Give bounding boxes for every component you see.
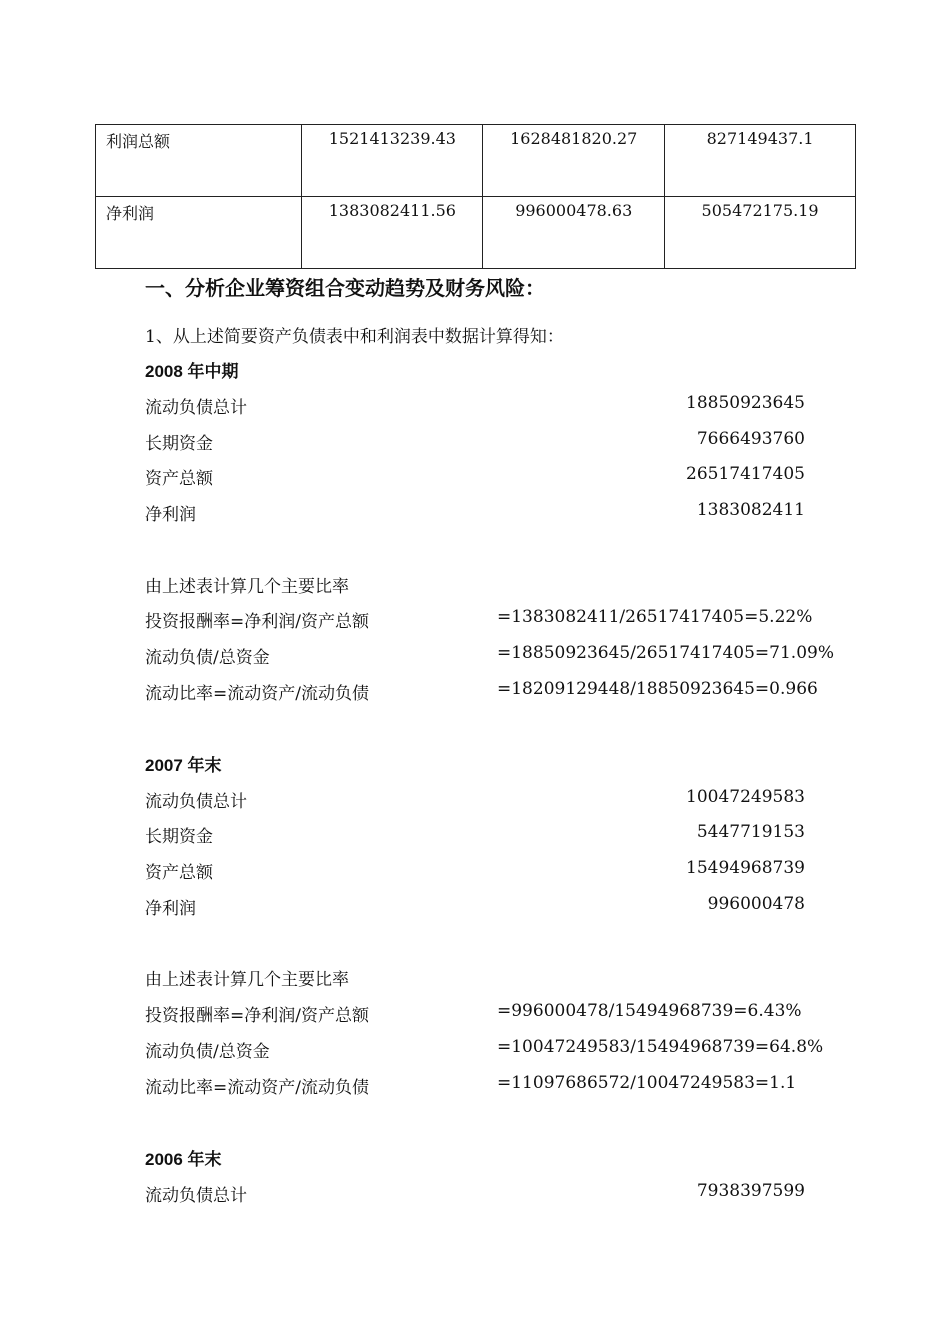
income-table	[95, 124, 856, 269]
item-value: 15494968739	[686, 858, 805, 878]
ratio-formula: =11097686572/10047249583=1.1	[497, 1073, 797, 1093]
cell-value: 996000478.63	[483, 197, 665, 269]
ratio-row	[145, 1037, 845, 1061]
cell-value: 827149437.1	[665, 125, 856, 197]
list-item	[145, 1181, 805, 1205]
item-label: 流动负债总计	[145, 1186, 247, 1206]
row-label: 利润总额	[96, 125, 302, 197]
cell-value: 505472175.19	[665, 197, 856, 269]
item-label: 流动负债总计	[145, 398, 247, 418]
list-item	[145, 858, 805, 882]
ratio-formula: =1383082411/26517417405=5.22%	[497, 607, 813, 627]
period-title: 2007 年末	[145, 756, 222, 775]
list-item	[145, 822, 805, 846]
item-value: 7666493760	[696, 429, 805, 449]
ratio-label: 投资报酬率=净利润/资产总额	[145, 612, 369, 632]
row-label: 净利润	[96, 197, 302, 269]
cell-value: 1383082411.56	[302, 197, 483, 269]
item-label: 净利润	[145, 899, 196, 919]
list-item	[145, 500, 805, 524]
section-heading: 一、分析企业筹资组合变动趋势及财务风险：	[145, 276, 545, 300]
ratio-formula: =996000478/15494968739=6.43%	[497, 1001, 802, 1021]
list-item	[145, 393, 805, 417]
ratio-title: 由上述表计算几个主要比率	[145, 970, 349, 990]
item-label: 流动负债总计	[145, 792, 247, 812]
item-value: 18850923645	[686, 393, 805, 413]
table-row	[96, 197, 856, 269]
ratio-label: 流动负债/总资金	[145, 1042, 270, 1062]
item-value: 7938397599	[696, 1181, 805, 1201]
ratio-formula: =18209129448/18850923645=0.966	[497, 679, 818, 699]
ratio-label: 投资报酬率=净利润/资产总额	[145, 1006, 369, 1026]
item-label: 净利润	[145, 505, 196, 525]
ratio-label: 流动负债/总资金	[145, 648, 270, 668]
ratio-row	[145, 643, 845, 667]
ratio-row	[145, 1001, 845, 1025]
period-title: 2006 年末	[145, 1150, 222, 1169]
cell-value: 1628481820.27	[483, 125, 665, 197]
item-value: 1383082411	[696, 500, 805, 520]
ratio-formula: =18850923645/26517417405=71.09%	[497, 643, 834, 663]
item-value: 5447719153	[696, 822, 805, 842]
ratio-label: 流动比率=流动资产/流动负债	[145, 1078, 369, 1098]
item-label: 长期资金	[145, 434, 213, 454]
item-label: 资产总额	[145, 863, 213, 883]
intro-text: 1、从上述简要资产负债表中和利润表中数据计算得知：	[145, 327, 564, 347]
item-value: 996000478	[707, 894, 805, 914]
period-title: 2008 年中期	[145, 362, 239, 381]
list-item	[145, 429, 805, 453]
list-item	[145, 894, 805, 918]
table-row	[96, 125, 856, 197]
ratio-label: 流动比率=流动资产/流动负债	[145, 684, 369, 704]
ratio-formula: =10047249583/15494968739=64.8%	[497, 1037, 824, 1057]
ratio-title: 由上述表计算几个主要比率	[145, 577, 349, 597]
list-item	[145, 464, 805, 488]
item-value: 10047249583	[686, 787, 805, 807]
ratio-row	[145, 1073, 845, 1097]
item-label: 长期资金	[145, 827, 213, 847]
cell-value: 1521413239.43	[302, 125, 483, 197]
ratio-row	[145, 607, 845, 631]
item-value: 26517417405	[686, 464, 805, 484]
list-item	[145, 787, 805, 811]
ratio-row	[145, 679, 845, 703]
item-label: 资产总额	[145, 469, 213, 489]
